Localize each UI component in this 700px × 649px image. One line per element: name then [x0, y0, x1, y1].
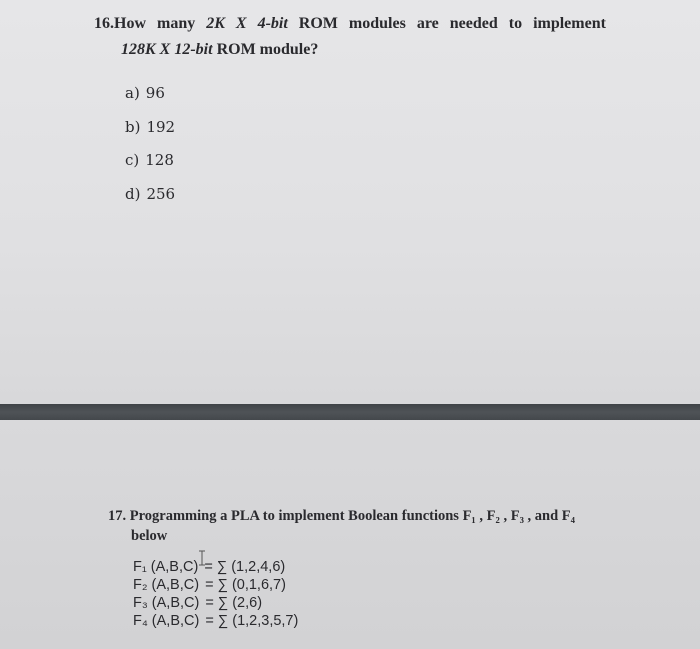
option-letter: c)	[125, 151, 140, 169]
q17-function-f2	[133, 577, 286, 593]
function-lhs: F₂ (A,B,C)	[133, 577, 200, 593]
q17-question-line2: below	[131, 528, 168, 544]
function-lhs: F₃ (A,B,C)	[133, 595, 200, 611]
q16-word: needed	[449, 15, 498, 32]
q16-word: 2K	[206, 15, 225, 32]
q16-question-line2: 128K X 12-bit ROM module?	[121, 41, 319, 58]
q16-word: implement	[533, 15, 606, 32]
question-17-section	[0, 420, 700, 649]
option-value: 128	[145, 151, 174, 169]
function-lhs: F₁ (A,B,C)	[133, 559, 199, 575]
q16-word: 4-bit	[257, 15, 288, 32]
q16-option-c[interactable]	[125, 151, 174, 169]
function-rhs: = ∑ (2,6)	[205, 595, 263, 611]
option-letter: d)	[125, 185, 141, 203]
q16-number-and-word: 16.How	[94, 15, 146, 32]
q16-word: many	[157, 15, 196, 32]
page-divider	[0, 404, 700, 420]
q16-question-line1	[94, 15, 606, 33]
function-rhs: = ∑ (1,2,3,5,7)	[205, 613, 299, 629]
q17-function-f4	[133, 613, 298, 629]
q16-option-b[interactable]	[125, 118, 175, 136]
q16-option-d[interactable]	[125, 185, 175, 203]
option-value: 96	[145, 84, 165, 102]
q16-word: are	[416, 15, 439, 32]
option-letter: a)	[125, 84, 140, 102]
text-cursor-icon	[197, 550, 207, 566]
option-value: 192	[146, 118, 176, 136]
q17-function-f3	[133, 595, 262, 611]
option-letter: b)	[125, 118, 141, 136]
q16-word: X	[235, 15, 247, 32]
q16-word: to	[508, 15, 523, 32]
q17-question-line1: 17. Programming a PLA to implement Boolean functions F₁ , F₂ , F₃ , and F₄	[108, 508, 576, 524]
function-rhs: = ∑ (1,2,4,6)	[204, 559, 286, 575]
function-lhs: F₄ (A,B,C)	[133, 613, 200, 629]
q17-function-f1	[133, 559, 285, 575]
q16-word: modules	[348, 15, 406, 32]
q16-word: ROM	[298, 15, 338, 32]
function-rhs: = ∑ (0,1,6,7)	[205, 577, 286, 593]
q16-option-a[interactable]	[125, 84, 165, 102]
option-value: 256	[146, 185, 176, 203]
